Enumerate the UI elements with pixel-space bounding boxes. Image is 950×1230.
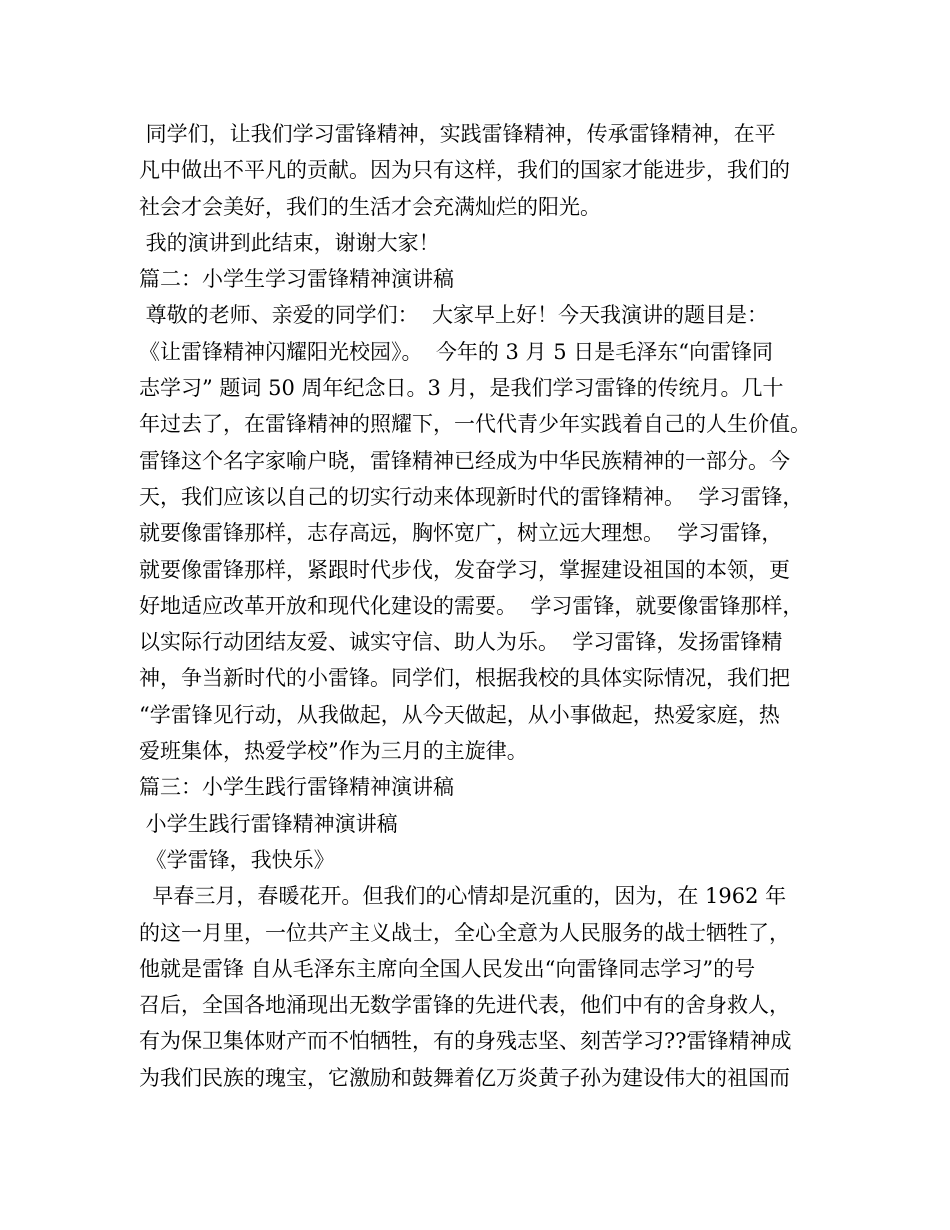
text-line: 雷锋这个名字家喻户晓，雷锋精神已经成为中华民族精神的一部分。今 bbox=[139, 448, 790, 473]
text-line: 他就是雷锋 自从毛泽东主席向全国人民发出“向雷锋同志学习”的号 bbox=[139, 956, 756, 981]
text-line: 社会才会美好，我们的生活才会充满灿烂的阳光。 bbox=[139, 194, 601, 219]
document-body bbox=[139, 116, 829, 1096]
text-line: 《学雷锋，我快乐》 bbox=[139, 847, 335, 872]
text-line: 好地适应改革开放和现代化建设的需要。 学习雷锋，就要像雷锋那样， bbox=[139, 593, 804, 618]
text-line: 就要像雷锋那样，紧跟时代步伐，发奋学习，掌握建设祖国的本领，更 bbox=[139, 557, 790, 582]
text-line: 尊敬的老师、亲爱的同学们： 大家早上好！今天我演讲的题目是： bbox=[139, 303, 769, 328]
text-line: 《让雷锋精神闪耀阳光校园》。 今年的 3 月 5 日是毛泽东“向雷锋同 bbox=[139, 339, 774, 364]
text-line: 天，我们应该以自己的切实行动来体现新时代的雷锋精神。 学习雷锋， bbox=[139, 484, 804, 509]
text-line: 同学们，让我们学习雷锋精神，实践雷锋精神，传承雷锋精神，在平 bbox=[139, 122, 776, 146]
text-line: “学雷锋见行动，从我做起，从今天做起，从小事做起，热爱家庭，热 bbox=[139, 702, 780, 727]
text-line: 年过去了，在雷锋精神的照耀下，一代代青少年实践着自己的人生价值。 bbox=[139, 412, 811, 437]
text-line: 小学生践行雷锋精神演讲稿 bbox=[139, 811, 398, 836]
text-line: 有为保卫集体财产而不怕牺牲，有的身残志坚、刻苦学习??雷锋精神成 bbox=[139, 1029, 792, 1054]
text-line: 早春三月，春暖花开。但我们的心情却是沉重的，因为，在 1962 年 bbox=[139, 884, 787, 909]
text-line: 神，争当新时代的小雷锋。同学们，根据我校的具体实际情况，我们把 bbox=[139, 666, 790, 691]
text-line: 就要像雷锋那样，志存高远，胸怀宽广，树立远大理想。 学习雷锋， bbox=[139, 521, 783, 546]
text-line: 召后，全国各地涌现出无数学雷锋的先进代表，他们中有的舍身救人， bbox=[139, 993, 790, 1018]
text-line: 以实际行动团结友爱、诚实守信、助人为乐。 学习雷锋，发扬雷锋精 bbox=[139, 630, 783, 655]
text-line: 的这一月里，一位共产主义战士，全心全意为人民服务的战士牺牲了， bbox=[139, 920, 790, 945]
section-heading: 篇三：小学生践行雷锋精神演讲稿 bbox=[139, 775, 454, 800]
section-heading: 篇二：小学生学习雷锋精神演讲稿 bbox=[139, 267, 454, 292]
text-line: 凡中做出不平凡的贡献。因为只有这样，我们的国家才能进步，我们的 bbox=[139, 158, 790, 183]
text-line: 我的演讲到此结束，谢谢大家！ bbox=[139, 230, 440, 255]
text-line: 爱班集体，热爱学校”作为三月的主旋律。 bbox=[139, 739, 528, 764]
text-line: 志学习” 题词 50 周年纪念日。3 月，是我们学习雷锋的传统月。几十 bbox=[139, 376, 784, 401]
text-line: 为我们民族的瑰宝，它激励和鼓舞着亿万炎黄子孙为建设伟大的祖国而 bbox=[139, 1065, 790, 1090]
